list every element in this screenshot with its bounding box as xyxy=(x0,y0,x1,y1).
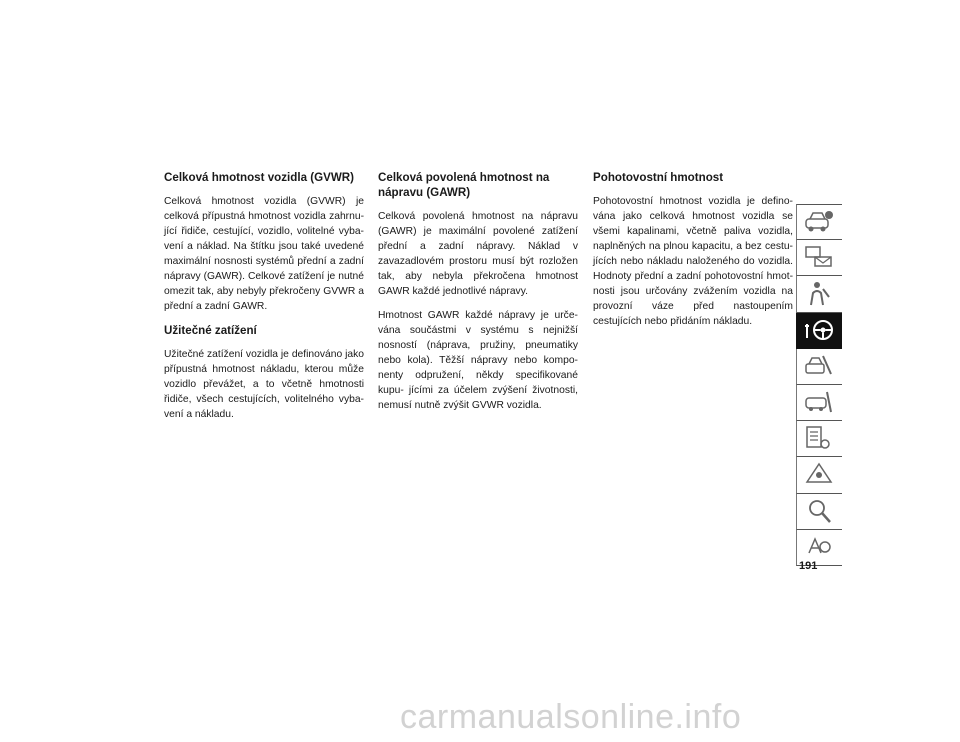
column-middle xyxy=(378,170,578,422)
index-search-icon xyxy=(803,533,835,561)
warning-car-icon xyxy=(803,388,835,416)
chapter-tab-sidebar xyxy=(796,204,842,566)
tab-starting-operating[interactable] xyxy=(796,313,842,349)
tab-starting-driving[interactable] xyxy=(796,349,842,385)
paragraph-gawr-components: Hmotnost GAWR každé nápravy je urče- vána součástmi v systému s nejnižší nosností (náprava, pružiny, pneumatiky nebo kola). Těžší nápravy nebo kompo- nenty odpružení, někdy specifikované kupu- jícími za účelem zvýšení životnosti, nemusí nutně zvýšit GVWR vozidla. xyxy=(378,310,578,411)
section-heading-payload: Užitečné zatížení xyxy=(164,324,257,337)
paragraph-gvwr: Celková hmotnost vozidla (GVWR) je celková přípustná hmotnost vozidla zahrnu- jící řidiče, cestující, vozidlo, volitelné vyba- vení a náklad. Na štítku jsou také uvedené maximální nosnosti systémů přední a zadní nápravy (GAWR). Celkové zatížení je nutné omezit tak, aby nebyly překročeny GVWR a přední a zadní GAWR. xyxy=(164,196,364,312)
paragraph-payload: Užitečné zatížení vozidla je definováno jako přípustná hmotnost nákladu, kterou může vozidlo převážet, a to včetně hmotnosti řidiče, všech cestujících, volitelného vyba- vení a nákladu. xyxy=(164,349,364,420)
tab-car-message[interactable] xyxy=(796,240,842,276)
tab-service[interactable] xyxy=(796,421,842,457)
service-icon xyxy=(803,424,835,452)
tab-warning[interactable] xyxy=(796,385,842,421)
multimedia-icon xyxy=(803,497,835,525)
starting-driving-icon xyxy=(803,352,835,380)
car-message-icon xyxy=(803,243,835,271)
tab-specifications[interactable] xyxy=(796,457,842,493)
tab-safety[interactable] xyxy=(796,276,842,312)
column-left xyxy=(164,170,364,431)
column-right xyxy=(593,170,793,338)
paragraph-curb-weight: Pohotovostní hmotnost vozidla je defino- vána jako celková hmotnost vozidla se všemi kapalinami, včetně paliva vozidla, naplněných na plnou kapacitu, a bez cestu- jících nebo nákladu naloženého do vozidla. Hodnoty přední a zadní pohotovostní hmot- nosti jsou určovány zvážením vozidla na provozní váze před nastoupením cestujících nebo přidáním nákladu. xyxy=(593,196,793,327)
safety-icon xyxy=(803,279,835,307)
paragraph-gawr: Celková povolená hmotnost na nápravu (GAWR) je maximální povolené zatížení přední a zadní nápravy. Náklad v zavazadlovém prostoru musí být rozložen tak, aby nebyla překročena hmotnost GAWR každé jednotlivé nápravy. xyxy=(378,211,578,297)
specifications-icon xyxy=(803,460,835,488)
watermark: carmanualsonline.info xyxy=(400,698,742,736)
section-heading-gawr: Celková povolená hmotnost na nápravu (GAWR) xyxy=(378,171,550,199)
steering-wheel-icon xyxy=(803,316,835,344)
tab-car-info[interactable] xyxy=(796,204,842,240)
car-info-icon xyxy=(803,208,835,236)
section-heading-gvwr: Celková hmotnost vozidla (GVWR) xyxy=(164,171,355,184)
page-number: 191 xyxy=(799,560,818,572)
section-heading-curb-weight: Pohotovostní hmotnost xyxy=(593,171,724,184)
tab-multimedia[interactable] xyxy=(796,494,842,530)
